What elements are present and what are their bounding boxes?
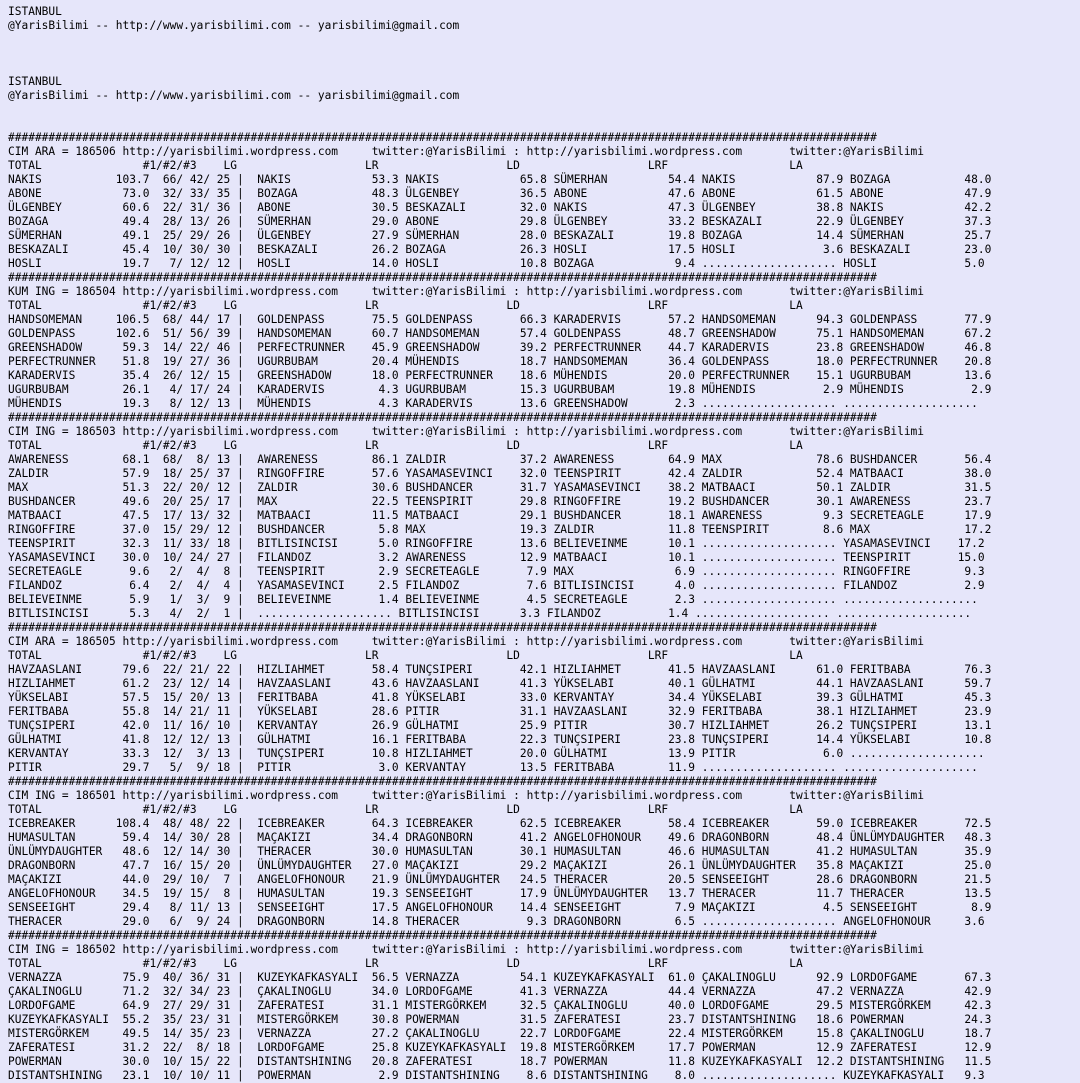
race-column-header: TOTAL #1/#2/#3 LG LR LD LRF LA	[8, 649, 803, 662]
race-row: MÜHENDIS 19.3 8/ 12/ 13 | MÜHENDIS 4.3 KARADERVIS 13.6 GREENSHADOW 2.3 .................... ....................	[8, 397, 978, 410]
header-contact: @YarisBilimi -- http://www.yarisbilimi.com -- yarisbilimi@gmail.com	[8, 19, 460, 32]
race-row: PITIR 29.7 5/ 9/ 18 | PITIR 3.0 KERVANTAY 13.5 FERITBABA 11.9 .................... ....................	[8, 761, 978, 774]
race-row: BUSHDANCER 49.6 20/ 25/ 17 | MAX 22.5 TEENSPIRIT 29.8 RINGOFFIRE 19.2 BUSHDANCER 30.1 AWARENESS 23.7	[8, 495, 992, 508]
race-row: ÜLGENBEY 60.6 22/ 31/ 36 | ABONE 30.5 BESKAZALI 32.0 NAKIS 47.3 ÜLGENBEY 38.8 NAKIS 42.2	[8, 201, 992, 214]
race-row: YASAMASEVINCI 30.0 10/ 24/ 27 | FILANDOZ 3.2 AWARENESS 12.9 MATBAACI 10.1 .................... TEENSPIRIT 15.0	[8, 551, 985, 564]
spacer	[8, 61, 991, 75]
race-row: MISTERGÖRKEM 49.5 14/ 35/ 23 | VERNAZZA 27.2 ÇAKALINOGLU 22.7 LORDOFGAME 22.4 MISTERGÖRKEM 15.8 ÇAKALINOGLU 18.7	[8, 1027, 992, 1040]
race-row: SECRETEAGLE 9.6 2/ 4/ 8 | TEENSPIRIT 2.9 SECRETEAGLE 7.9 MAX 6.9 .................... RINGOFFIRE 9.3	[8, 565, 985, 578]
race-row: BESKAZALI 45.4 10/ 30/ 30 | BESKAZALI 26.2 BOZAGA 26.3 HOSLI 17.5 HOSLI 3.6 BESKAZALI 23.0	[8, 243, 992, 256]
race-row: FILANDOZ 6.4 2/ 4/ 4 | YASAMASEVINCI 2.5 FILANDOZ 7.6 BITLISINCISI 4.0 .................... FILANDOZ 2.9	[8, 579, 985, 592]
spacer	[8, 47, 991, 61]
race-row: HAVZAASLANI 79.6 22/ 21/ 22 | HIZLIAHMET 58.4 TUNÇSIPERI 42.1 HIZLIAHMET 41.5 HAVZAASLANI 61.0 FERITBABA 76.3	[8, 663, 992, 676]
race-title: CIM ING = 186503 http://yarisbilimi.wordpress.com twitter:@YarisBilimi : http://yarisbilimi.wordpress.com twitter:@YarisBilimi	[8, 425, 925, 438]
race-row: ANGELOFHONOUR 34.5 19/ 15/ 8 | HUMASULTAN 19.3 SENSEEIGHT 17.9 ÜNLÜMYDAUGHTER 13.7 THERACER 11.7 THERACER 13.5	[8, 887, 992, 900]
spacer	[8, 103, 991, 117]
race-column-header: TOTAL #1/#2/#3 LG LR LD LRF LA	[8, 439, 803, 452]
race-title: CIM ARA = 186506 http://yarisbilimi.wordpress.com twitter:@YarisBilimi : http://yarisbilimi.wordpress.com twitter:@YarisBilimi	[8, 145, 925, 158]
race-row: BOZAGA 49.4 28/ 13/ 26 | SÜMERHAN 29.0 ABONE 29.8 ÜLGENBEY 33.2 BESKAZALI 22.9 ÜLGENBEY 37.3	[8, 215, 992, 228]
race-row: SÜMERHAN 49.1 25/ 29/ 26 | ÜLGENBEY 27.9 SÜMERHAN 28.0 BESKAZALI 19.8 BOZAGA 14.4 SÜMERHAN 25.7	[8, 229, 992, 242]
race-row: LORDOFGAME 64.9 27/ 29/ 31 | ZAFERATESI 31.1 MISTERGÖRKEM 32.5 ÇAKALINOGLU 40.0 LORDOFGAME 29.5 MISTERGÖRKEM 42.3	[8, 999, 992, 1012]
race-row: ZAFERATESI 31.2 22/ 8/ 18 | LORDOFGAME 25.8 KUZEYKAFKASYALI 19.8 MISTERGÖRKEM 17.7 POWERMAN 12.9 ZAFERATESI 12.9	[8, 1041, 992, 1054]
race-row: DISTANTSHINING 23.1 10/ 10/ 11 | POWERMAN 2.9 DISTANTSHINING 8.6 DISTANTSHINING 8.0 .................... KUZEYKAFKASYALI 9.3	[8, 1069, 985, 1082]
race-row: ÇAKALINOGLU 71.2 32/ 34/ 23 | ÇAKALINOGLU 34.0 LORDOFGAME 41.3 VERNAZZA 44.4 VERNAZZA 47.2 VERNAZZA 42.9	[8, 985, 992, 998]
race-row: MAÇAKIZI 44.0 29/ 10/ 7 | ANGELOFHONOUR 21.9 ÜNLÜMYDAUGHTER 24.5 THERACER 20.5 SENSEEIGHT 28.6 DRAGONBORN 21.5	[8, 873, 992, 886]
race-row: DRAGONBORN 47.7 16/ 15/ 20 | ÜNLÜMYDAUGHTER 27.0 MAÇAKIZI 29.2 MAÇAKIZI 26.1 ÜNLÜMYDAUGHTER 35.8 MAÇAKIZI 25.0	[8, 859, 992, 872]
race-column-header: TOTAL #1/#2/#3 LG LR LD LRF LA	[8, 803, 803, 816]
race-title: CIM ARA = 186505 http://yarisbilimi.wordpress.com twitter:@YarisBilimi : http://yarisbilimi.wordpress.com twitter:@YarisBilimi	[8, 635, 925, 648]
race-row: HUMASULTAN 59.4 14/ 30/ 28 | MAÇAKIZI 34.4 DRAGONBORN 41.2 ANGELOFHONOUR 49.6 DRAGONBORN 48.4 ÜNLÜMYDAUGHTER 48.3	[8, 831, 992, 844]
races-container	[8, 131, 991, 1083]
race-row: ZALDIR 57.9 18/ 25/ 37 | RINGOFFIRE 57.6 YASAMASEVINCI 32.0 TEENSPIRIT 42.4 ZALDIR 52.4 MATBAACI 38.0	[8, 467, 992, 480]
race-column-header: TOTAL #1/#2/#3 LG LR LD LRF LA	[8, 299, 803, 312]
race-row: ÜNLÜMYDAUGHTER 48.6 12/ 14/ 30 | THERACER 30.0 HUMASULTAN 30.1 HUMASULTAN 46.6 HUMASULTAN 41.2 HUMASULTAN 35.9	[8, 845, 992, 858]
race-title: KUM ING = 186504 http://yarisbilimi.wordpress.com twitter:@YarisBilimi : http://yarisbilimi.wordpress.com twitter:@YarisBilimi	[8, 285, 925, 298]
separator-line: #################################################################################################################################	[8, 775, 877, 788]
race-row: TUNÇSIPERI 42.0 11/ 16/ 10 | KERVANTAY 26.9 GÜLHATMI 25.9 PITIR 30.7 HIZLIAHMET 26.2 TUNÇSIPERI 13.1	[8, 719, 992, 732]
race-row: KUZEYKAFKASYALI 55.2 35/ 23/ 31 | MISTERGÖRKEM 30.8 POWERMAN 31.5 ZAFERATESI 23.7 DISTANTSHINING 18.6 POWERMAN 24.3	[8, 1013, 992, 1026]
race-row: BELIEVEINME 5.9 1/ 3/ 9 | BELIEVEINME 1.4 BELIEVEINME 4.5 SECRETEAGLE 2.3 .................... ....................	[8, 593, 978, 606]
race-row: KARADERVIS 35.4 26/ 12/ 15 | GREENSHADOW 18.0 PERFECTRUNNER 18.6 MÜHENDIS 20.0 PERFECTRUNNER 15.1 UGURBUBAM 13.6	[8, 369, 992, 382]
race-row: POWERMAN 30.0 10/ 15/ 22 | DISTANTSHINING 20.8 ZAFERATESI 18.7 POWERMAN 11.8 KUZEYKAFKASYALI 12.2 DISTANTSHINING 11.5	[8, 1055, 992, 1068]
separator-line: #################################################################################################################################	[8, 271, 877, 284]
race-row: HOSLI 19.7 7/ 12/ 12 | HOSLI 14.0 HOSLI 10.8 BOZAGA 9.4 .................... HOSLI 5.0	[8, 257, 985, 270]
race-row: ICEBREAKER 108.4 48/ 48/ 22 | ICEBREAKER 64.3 ICEBREAKER 62.5 ICEBREAKER 58.4 ICEBREAKER 59.0 ICEBREAKER 72.5	[8, 817, 992, 830]
separator-line: #################################################################################################################################	[8, 929, 877, 942]
separator-line: #################################################################################################################################	[8, 621, 877, 634]
spacer	[8, 33, 991, 47]
race-row: THERACER 29.0 6/ 9/ 24 | DRAGONBORN 14.8 THERACER 9.3 DRAGONBORN 6.5 .................... ANGELOFHONOUR 3.6	[8, 915, 985, 928]
race-row: GOLDENPASS 102.6 51/ 56/ 39 | HANDSOMEMAN 60.7 HANDSOMEMAN 57.4 GOLDENPASS 48.7 GREENSHADOW 75.1 HANDSOMEMAN 67.2	[8, 327, 992, 340]
race-column-header: TOTAL #1/#2/#3 LG LR LD LRF LA	[8, 957, 803, 970]
race-row: YÜKSELABI 57.5 15/ 20/ 13 | FERITBABA 41.8 YÜKSELABI 33.0 KERVANTAY 34.4 YÜKSELABI 39.3 GÜLHATMI 45.3	[8, 691, 992, 704]
race-row: PERFECTRUNNER 51.8 19/ 27/ 36 | UGURBUBAM 20.4 MÜHENDIS 18.7 HANDSOMEMAN 36.4 GOLDENPASS 18.0 PERFECTRUNNER 20.8	[8, 355, 992, 368]
race-row: MATBAACI 47.5 17/ 13/ 32 | MATBAACI 11.5 MATBAACI 29.1 BUSHDANCER 18.1 AWARENESS 9.3 SECRETEAGLE 17.9	[8, 509, 992, 522]
race-row: VERNAZZA 75.9 40/ 36/ 31 | KUZEYKAFKASYALI 56.5 VERNAZZA 54.1 KUZEYKAFKASYALI 61.0 ÇAKALINOGLU 92.9 LORDOFGAME 67.3	[8, 971, 992, 984]
race-row: UGURBUBAM 26.1 4/ 17/ 24 | KARADERVIS 4.3 UGURBUBAM 15.3 UGURBUBAM 19.8 MÜHENDIS 2.9 MÜHENDIS 2.9	[8, 383, 992, 396]
separator-line: #################################################################################################################################	[8, 131, 877, 144]
race-row: AWARENESS 68.1 68/ 8/ 13 | AWARENESS 86.1 ZALDIR 37.2 AWARENESS 64.9 MAX 78.6 BUSHDANCER 56.4	[8, 453, 992, 466]
race-row: HIZLIAHMET 61.2 23/ 12/ 14 | HAVZAASLANI 43.6 HAVZAASLANI 41.3 YÜKSELABI 40.1 GÜLHATMI 44.1 HAVZAASLANI 59.7	[8, 677, 992, 690]
separator-line: #################################################################################################################################	[8, 411, 877, 424]
race-row: RINGOFFIRE 37.0 15/ 29/ 12 | BUSHDANCER 5.8 MAX 19.3 ZALDIR 11.8 TEENSPIRIT 8.6 MAX 17.2	[8, 523, 992, 536]
header-city: ISTANBUL	[8, 5, 62, 18]
race-row: NAKIS 103.7 66/ 42/ 25 | NAKIS 53.3 NAKIS 65.8 SÜMERHAN 54.4 NAKIS 87.9 BOZAGA 48.0	[8, 173, 992, 186]
race-row: HANDSOMEMAN 106.5 68/ 44/ 17 | GOLDENPASS 75.5 GOLDENPASS 66.3 KARADERVIS 57.2 HANDSOMEMAN 94.3 GOLDENPASS 77.9	[8, 313, 992, 326]
header-city-repeat: ISTANBUL	[8, 75, 62, 88]
race-row: BITLISINCISI 5.3 4/ 2/ 1 | .................... BITLISINCISI 3.3 FILANDOZ 1.4 .................... ....................	[8, 607, 972, 620]
race-row: GREENSHADOW 59.3 14/ 22/ 46 | PERFECTRUNNER 45.9 GREENSHADOW 39.2 PERFECTRUNNER 44.7 KARADERVIS 23.8 GREENSHADOW 46.8	[8, 341, 992, 354]
header-contact-repeat: @YarisBilimi -- http://www.yarisbilimi.com -- yarisbilimi@gmail.com	[8, 89, 460, 102]
race-title: CIM ING = 186502 http://yarisbilimi.wordpress.com twitter:@YarisBilimi : http://yarisbilimi.wordpress.com twitter:@YarisBilimi	[8, 943, 925, 956]
race-row: SENSEEIGHT 29.4 8/ 11/ 13 | SENSEEIGHT 17.5 ANGELOFHONOUR 14.4 SENSEEIGHT 7.9 MAÇAKIZI 4.5 SENSEEIGHT 8.9	[8, 901, 992, 914]
race-title: CIM ING = 186501 http://yarisbilimi.wordpress.com twitter:@YarisBilimi : http://yarisbilimi.wordpress.com twitter:@YarisBilimi	[8, 789, 925, 802]
spacer	[8, 117, 991, 131]
race-row: MAX 51.3 22/ 20/ 12 | ZALDIR 30.6 BUSHDANCER 31.7 YASAMASEVINCI 38.2 MATBAACI 50.1 ZALDIR 31.5	[8, 481, 992, 494]
race-row: FERITBABA 55.8 14/ 21/ 11 | YÜKSELABI 28.6 PITIR 31.1 HAVZAASLANI 32.9 FERITBABA 38.1 HIZLIAHMET 23.9	[8, 705, 992, 718]
race-row: TEENSPIRIT 32.3 11/ 33/ 18 | BITLISINCISI 5.0 RINGOFFIRE 13.6 BELIEVEINME 10.1 .................... YASAMASEVINCI 17.2	[8, 537, 985, 550]
race-row: GÜLHATMI 41.8 12/ 12/ 13 | GÜLHATMI 16.1 FERITBABA 22.3 TUNÇSIPERI 23.8 TUNÇSIPERI 14.4 YÜKSELABI 10.8	[8, 733, 992, 746]
race-row: KERVANTAY 33.3 12/ 3/ 13 | TUNÇSIPERI 10.8 HIZLIAHMET 20.0 GÜLHATMI 13.9 PITIR 6.0 ....................	[8, 747, 985, 760]
race-column-header: TOTAL #1/#2/#3 LG LR LD LRF LA	[8, 159, 803, 172]
race-report	[8, 5, 991, 1083]
race-row: ABONE 73.0 32/ 33/ 35 | BOZAGA 48.3 ÜLGENBEY 36.5 ABONE 47.6 ABONE 61.5 ABONE 47.9	[8, 187, 992, 200]
